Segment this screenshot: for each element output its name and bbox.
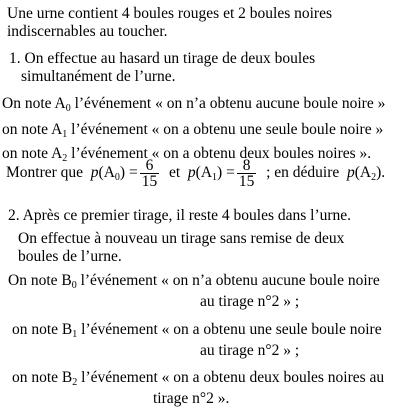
p-a2-subscript: 2 (371, 172, 377, 184)
fraction-8-15-denominator: 15 (238, 173, 255, 190)
event-b1-prefix: on note B (12, 321, 73, 338)
event-a1-subscript: 1 (62, 129, 68, 140)
p-a0-letter: p (90, 164, 99, 182)
intro-line-2: indiscernables au toucher. (7, 23, 168, 40)
fraction-8-15-numerator: 8 (237, 158, 257, 174)
event-a2-prefix: on note A (2, 145, 63, 162)
p-a0-equals: = (128, 164, 138, 182)
fraction-6-15 (140, 158, 160, 189)
event-b1-continuation: au tirage n°2 » ; (200, 342, 300, 359)
event-b0-text: l’événement « on n’a obtenu aucune boule noire (76, 272, 380, 289)
event-a2-text: l’événement « on a obtenu deux boules noires ». (67, 145, 372, 162)
event-a0-prefix: On note A (2, 95, 66, 112)
p-a1-subscript: 1 (212, 172, 218, 184)
question-1-line-2: simultanément de l’urne. (21, 68, 176, 85)
event-a0-definition (2, 95, 385, 112)
event-b2-definition (12, 369, 384, 386)
p-a2-event: A (359, 164, 372, 182)
question-2-line-2: On effectue à nouveau un tirage sans remise de deux (18, 230, 345, 247)
event-b1-text: l’événement « on a obtenu une seule boule noire (77, 321, 382, 338)
question-1-line-1: 1. On effectue au hasard un tirage de deux boules (9, 50, 316, 67)
event-a1-text: l’événement « on a obtenu une seule boule noire » (67, 121, 384, 138)
fraction-6-15-denominator: 15 (141, 173, 158, 190)
and-word: et (168, 164, 181, 182)
question-2-line-3: boules de l’urne. (18, 248, 122, 265)
event-b2-continuation: tirage n°2 ». (153, 390, 230, 407)
intro-line-1: Une urne contient 4 boules rouges et 2 boules noires (7, 5, 332, 22)
event-a1-definition (2, 121, 383, 138)
event-b0-definition (8, 272, 380, 289)
event-b0-continuation: au tirage n°2 » ; (200, 293, 300, 310)
event-b2-prefix: on note B (12, 369, 73, 386)
deduce-text: ; en déduire (266, 164, 340, 182)
p-a2-letter: p (347, 164, 355, 182)
event-b1-subscript: 1 (72, 329, 78, 340)
p-a0-subscript: 0 (114, 172, 120, 184)
event-a0-subscript: 0 (65, 103, 71, 114)
question-2-line-1: 2. Après ce premier tirage, il reste 4 boules dans l’urne. (8, 207, 352, 224)
event-b0-subscript: 0 (71, 280, 77, 291)
event-a1-prefix: on note A (2, 121, 63, 138)
fraction-8-15 (237, 158, 257, 189)
event-b0-prefix: On note B (8, 272, 72, 289)
event-a0-text: l’événement « on n’a obtenu aucune boule noire » (70, 95, 386, 112)
p-a1-equals: = (226, 164, 235, 182)
show-prefix: Montrer que (6, 164, 84, 182)
probability-statement: Montrer que $p(A_0)$ = $\frac{6}{15}$ et $p(A_1)$ = $\frac{8}{15}$ ; en déduire $p(A_2)$. (6, 157, 386, 190)
event-b2-subscript: 2 (72, 377, 78, 388)
p-a1-letter: p (187, 164, 196, 182)
p-a0-event: A (103, 164, 115, 182)
event-b2-text: l’événement « on a obtenu deux boules noires au (77, 369, 385, 386)
event-a2-subscript: 2 (62, 153, 68, 164)
event-b1-definition (12, 321, 382, 338)
fraction-6-15-numerator: 6 (140, 158, 160, 174)
p-a1-event: A (200, 164, 213, 182)
